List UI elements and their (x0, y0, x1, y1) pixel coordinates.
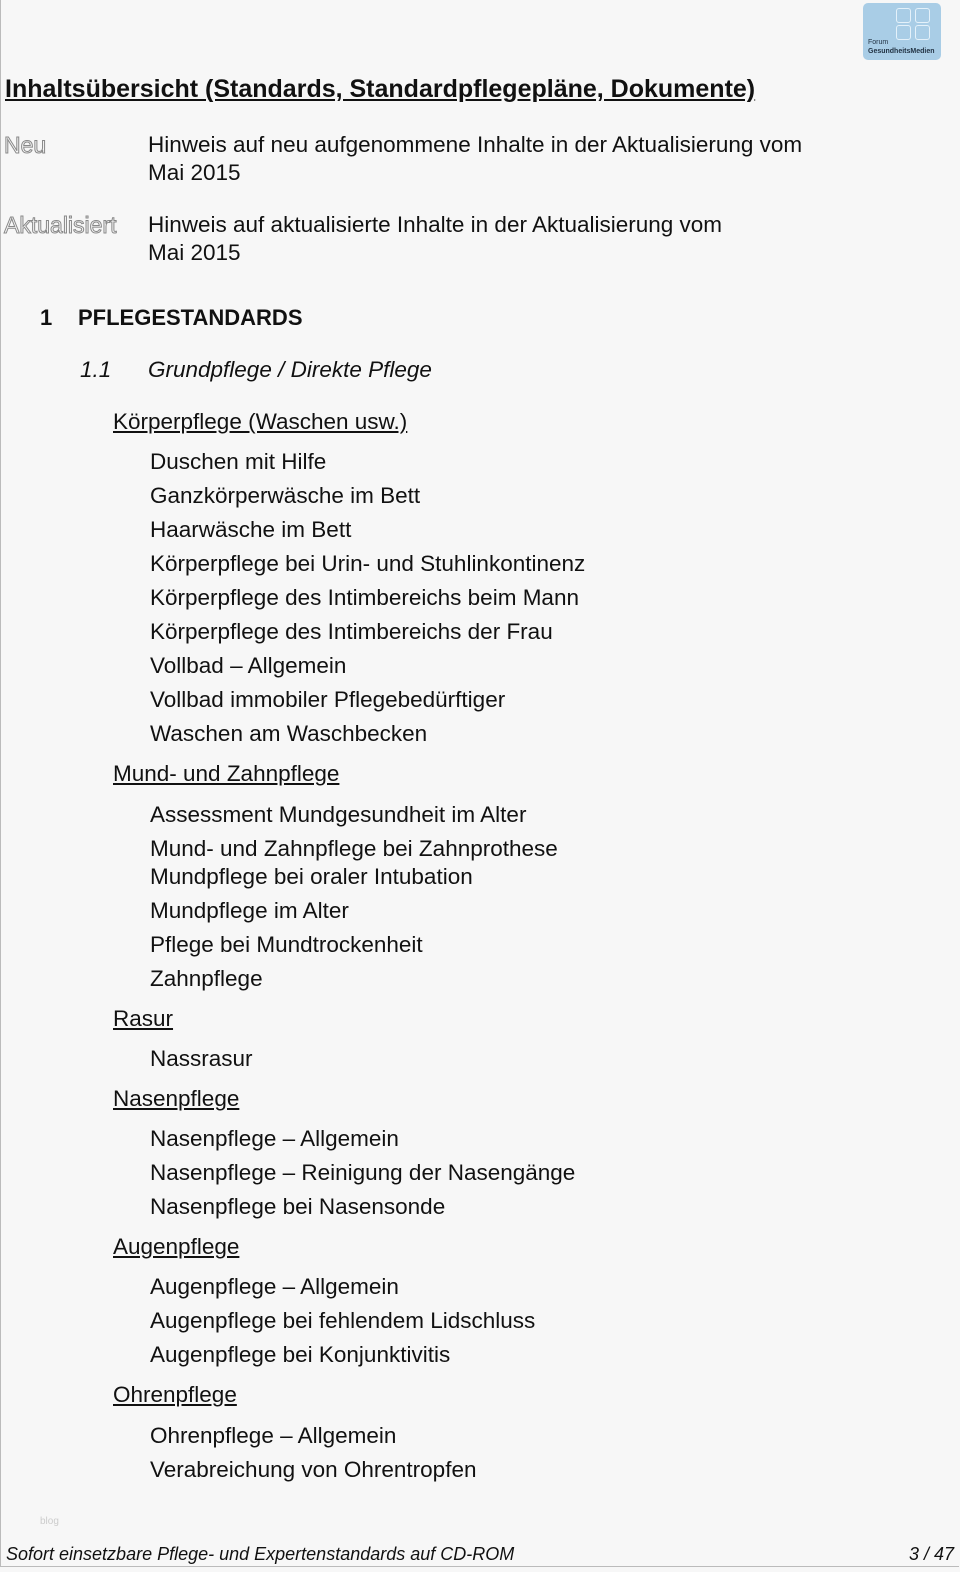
category-heading: Nasenpflege (113, 1086, 240, 1111)
toc-item: Augenpflege – Allgemein (150, 1274, 399, 1299)
subsection-title: Grundpflege / Direkte Pflege (148, 357, 432, 382)
toc-item: Zahnpflege (150, 966, 263, 991)
category-heading: Rasur (113, 1006, 174, 1031)
watermark: blog (40, 1516, 59, 1527)
legend-text: Hinweis auf neu aufgenommene Inhalte in der Aktualisierung vom (148, 132, 803, 157)
toc-item: Körperpflege des Intimbereichs der Frau (150, 619, 553, 644)
legend-tag-aktualisiert: Aktualisiert (4, 212, 117, 238)
toc-item: Duschen mit Hilfe (150, 449, 327, 474)
toc-item: Vollbad immobiler Pflegebedürftiger (150, 687, 506, 712)
toc-item: Haarwäsche im Bett (150, 517, 352, 542)
logo-shape (896, 25, 911, 40)
toc-item: Nasenpflege bei Nasensonde (150, 1194, 446, 1219)
logo-shape (896, 8, 911, 23)
footer-text: Sofort einsetzbare Pflege- und Expertenstandards auf CD-ROM (6, 1544, 515, 1564)
toc-item: Mundpflege bei oraler Intubation (150, 864, 473, 889)
section-number: 1 (40, 305, 53, 330)
category-heading: Ohrenpflege (113, 1382, 237, 1407)
toc-item: Vollbad – Allgemein (150, 653, 347, 678)
toc-item: Nassrasur (150, 1046, 253, 1071)
toc-item: Ganzkörperwäsche im Bett (150, 483, 421, 508)
logo-text: Forum (868, 39, 889, 46)
forum-gesundheitsmedien-logo (863, 3, 941, 60)
toc-item: Augenpflege bei fehlendem Lidschluss (150, 1308, 536, 1333)
logo-shape (915, 8, 930, 23)
logo-text: GesundheitsMedien (868, 48, 935, 55)
toc-item: Mund- und Zahnpflege bei Zahnprothese (150, 836, 558, 861)
toc-item: Körperpflege des Intimbereichs beim Mann (150, 585, 579, 610)
toc-item: Körperpflege bei Urin- und Stuhlinkontinenz (150, 551, 586, 576)
toc-item: Nasenpflege – Reinigung der Nasengänge (150, 1160, 576, 1185)
toc-item: Augenpflege bei Konjunktivitis (150, 1342, 451, 1367)
page-title: Inhaltsübersicht (Standards, Standardpflegepläne, Dokumente) (5, 75, 756, 103)
category-heading: Augenpflege (113, 1234, 240, 1259)
toc-item: Pflege bei Mundtrockenheit (150, 932, 423, 957)
legend-text: Mai 2015 (148, 160, 241, 185)
toc-item: Nasenpflege – Allgemein (150, 1126, 399, 1151)
toc-item: Mundpflege im Alter (150, 898, 349, 923)
toc-item: Verabreichung von Ohrentropfen (150, 1457, 477, 1482)
legend-text: Mai 2015 (148, 240, 241, 265)
toc-item: Assessment Mundgesundheit im Alter (150, 802, 527, 827)
toc-item: Ohrenpflege – Allgemein (150, 1423, 397, 1448)
subsection-number: 1.1 (80, 357, 112, 382)
section-title: PFLEGESTANDARDS (78, 305, 303, 330)
legend-tag-neu: Neu (4, 132, 47, 158)
logo-shape (915, 25, 930, 40)
category-heading: Mund- und Zahnpflege (113, 761, 340, 786)
category-heading: Körperpflege (Waschen usw.) (113, 409, 408, 434)
page-number: 3 / 47 (908, 1544, 954, 1564)
toc-item: Waschen am Waschbecken (150, 721, 428, 746)
legend-text: Hinweis auf aktualisierte Inhalte in der Aktualisierung vom (148, 212, 723, 237)
